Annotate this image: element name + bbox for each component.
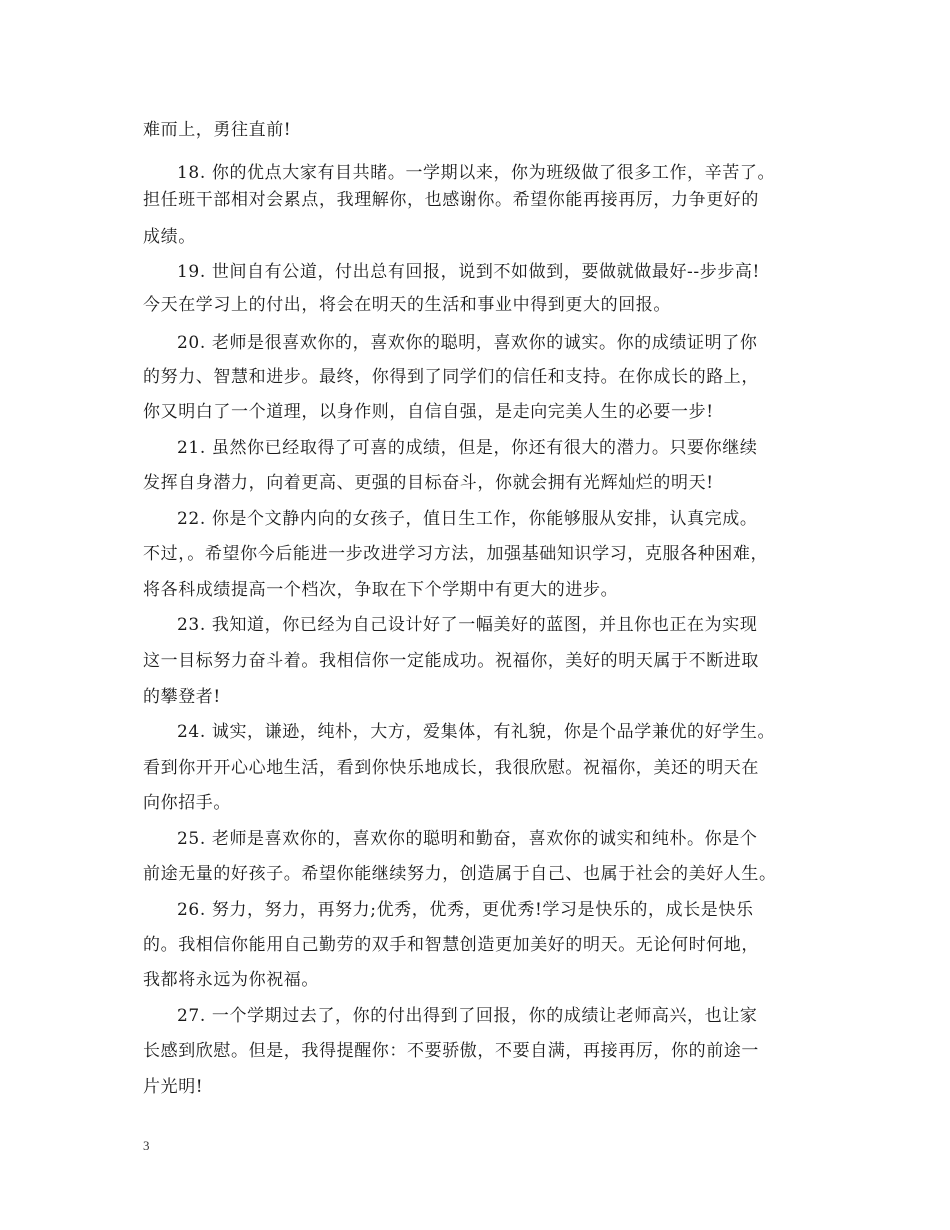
paragraph-start-line: 18. 你的优点大家有目共睹。一学期以来，你为班级做了很多工作，辛苦了。 (177, 163, 776, 183)
text-line: 长感到欣慰。但是，我得提醒你：不要骄傲，不要自满，再接再厉，你的前途一 (143, 1041, 759, 1061)
paragraph-start-line: 25. 老师是喜欢你的，喜欢你的聪明和勤奋，喜欢你的诚实和纯朴。你是个 (177, 829, 758, 849)
paragraph-start-line: 23. 我知道，你已经为自己设计好了一幅美好的蓝图，并且你也正在为实现 (177, 615, 758, 635)
text-line: 难而上，勇往直前! (143, 120, 292, 140)
text-line: 不过，。希望你今后能进一步改进学习方法，加强基础知识学习，克服各种困难， (143, 544, 769, 564)
text-line: 片光明! (143, 1077, 204, 1097)
text-line: 我都将永远为你祝福。 (143, 970, 319, 990)
paragraph-start-line: 24. 诚实，谦逊，纯朴，大方，爱集体，有礼貌，你是个品学兼优的好学生。 (177, 722, 776, 742)
text-line: 担任班干部相对会累点，我理解你，也感谢你。希望你能再接再厉，力争更好的 (143, 190, 759, 210)
paragraph-start-line: 26. 努力，努力，再努力;优秀，优秀，更优秀!学习是快乐的，成长是快乐 (177, 900, 754, 920)
text-line: 你又明白了一个道理，以身作则，自信自强，是走向完美人生的必要一步! (143, 402, 714, 422)
text-line: 发挥自身潜力，向着更高、更强的目标奋斗，你就会拥有光辉灿烂的明天! (143, 473, 714, 493)
text-line: 的。我相信你能用自己勤劳的双手和智慧创造更加美好的明天。无论何时何地， (143, 935, 759, 955)
text-line: 向你招手。 (143, 793, 231, 813)
text-line: 成绩。 (143, 227, 196, 247)
paragraph-start-line: 19. 世间自有公道，付出总有回报，说到不如做到，要做就做最好--步步高! (177, 262, 760, 282)
text-line: 前途无量的好孩子。希望你能继续努力，创造属于自己、也属于社会的美好人生。 (143, 864, 777, 884)
text-line: 的攀登者! (143, 687, 221, 707)
paragraph-start-line: 27. 一个学期过去了，你的付出得到了回报，你的成绩让老师高兴，也让家 (177, 1006, 758, 1026)
text-line: 今天在学习上的付出，将会在明天的生活和事业中得到更大的回报。 (143, 295, 671, 315)
paragraph-start-line: 22. 你是个文静内向的女孩子，值日生工作，你能够服从安排，认真完成。 (177, 509, 758, 529)
text-line: 将各科成绩提高一个档次，争取在下个学期中有更大的进步。 (143, 580, 619, 600)
paragraph-start-line: 20. 老师是很喜欢你的，喜欢你的聪明，喜欢你的诚实。你的成绩证明了你 (177, 333, 758, 353)
text-line: 这一目标努力奋斗着。我相信你一定能成功。祝福你，美好的明天属于不断进取 (143, 651, 759, 671)
paragraph-start-line: 21. 虽然你已经取得了可喜的成绩，但是，你还有很大的潜力。只要你继续 (177, 438, 758, 458)
page-number: 3 (143, 1138, 150, 1153)
text-line: 看到你开开心心地生活，看到你快乐地成长，我很欣慰。祝福你，美还的明天在 (143, 758, 759, 778)
text-line: 的努力、智慧和进步。最终，你得到了同学们的信任和支持。在你成长的路上， (143, 367, 759, 387)
